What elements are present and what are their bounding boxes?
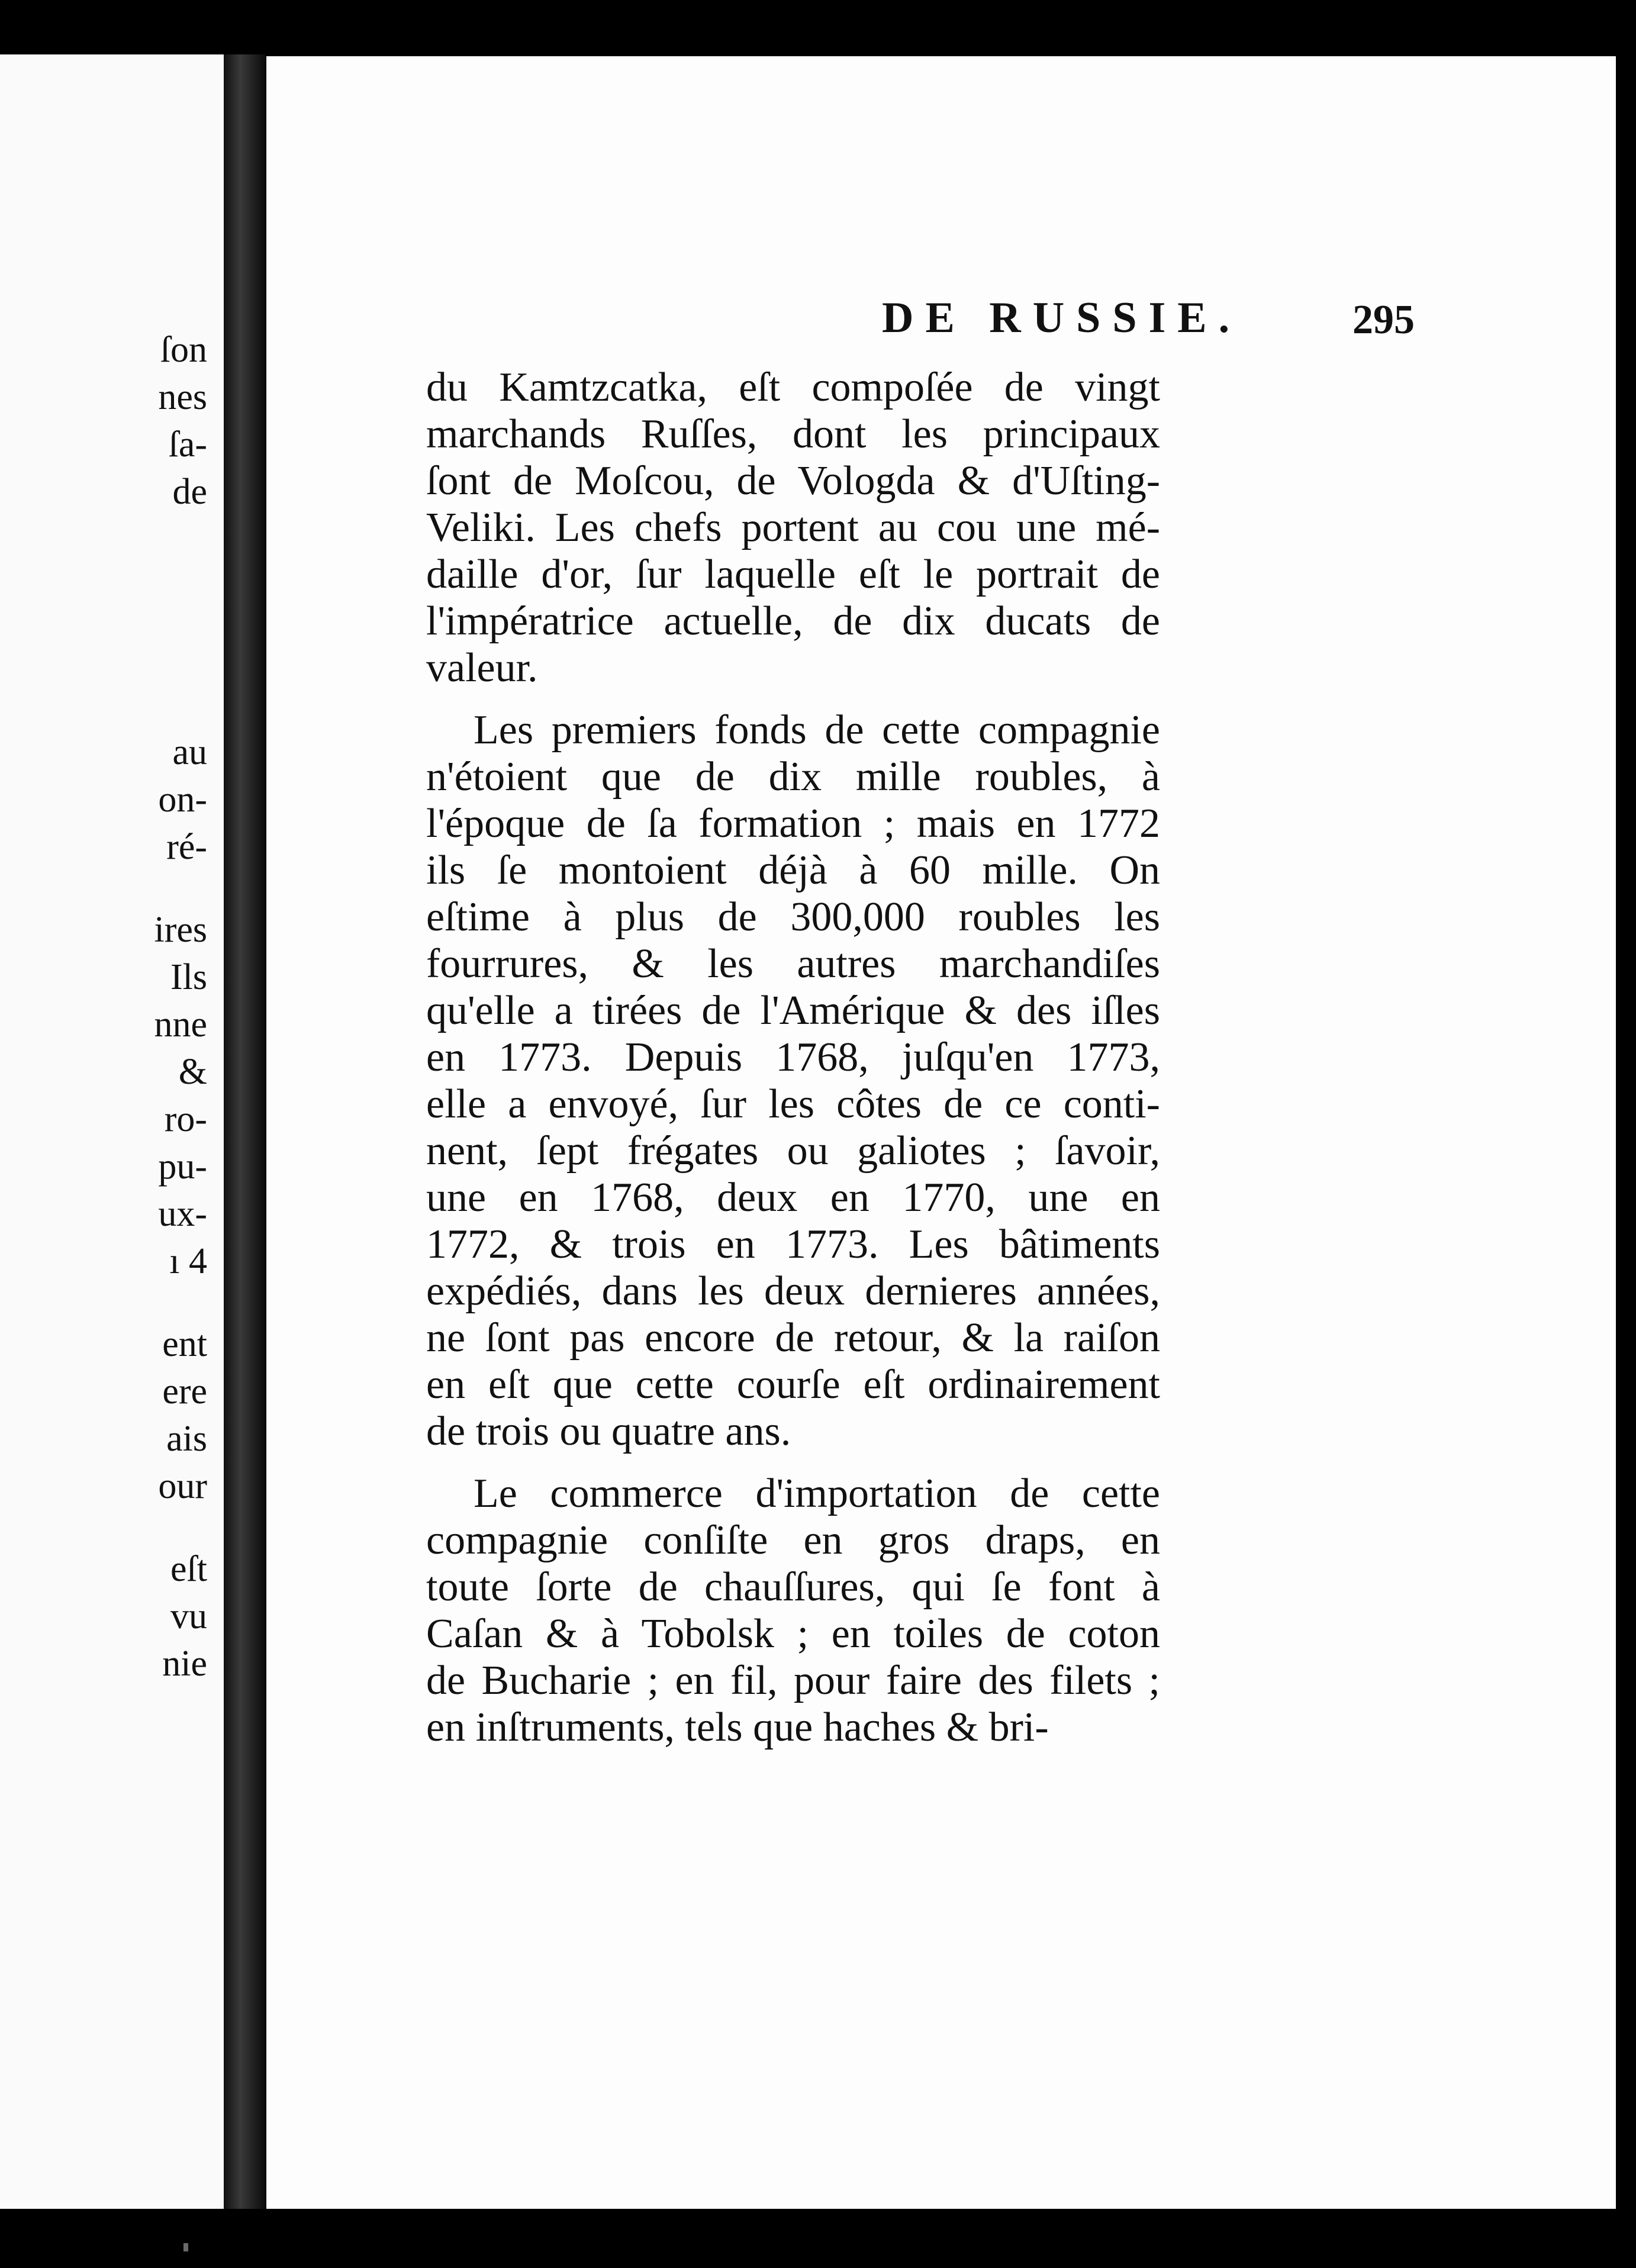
text-line: ne ſont pas encore de retour, & la raiſon (426, 1315, 1160, 1361)
previous-page-word-fragment: pu- (158, 1146, 207, 1187)
text-line: Veliki. Les chefs portent au cou une mé- (426, 505, 1160, 550)
book-gutter (224, 54, 265, 2209)
running-title: DE RUSSIE. (882, 294, 1242, 342)
previous-page-word-fragment: Ils (170, 957, 207, 997)
previous-page-word-fragment: ſon (160, 330, 207, 370)
previous-page-word-fragment: eſt (170, 1549, 207, 1589)
text-line: nent, ſept frégates ou galiotes ; ſavoir, (426, 1128, 1160, 1174)
text-line: valeur. (426, 645, 538, 691)
text-line: une en 1768, deux en 1770, une en (426, 1175, 1160, 1220)
previous-page-word-fragment: ere (162, 1371, 207, 1412)
previous-page-word-fragment: ux- (158, 1194, 207, 1234)
text-line: du Kamtzcatka, eſt compoſée de vingt (426, 365, 1160, 410)
previous-page-word-fragment: ré- (166, 827, 207, 867)
text-line: n'étoient que de dix mille roubles, à (426, 754, 1160, 800)
text-line: daille d'or, ſur laquelle eſt le portrait de (426, 552, 1160, 597)
text-line: expédiés, dans les deux dernieres années, (426, 1268, 1160, 1314)
previous-page-word-fragment: ſa- (168, 424, 207, 465)
scan-speck (183, 2243, 188, 2251)
text-line: de Bucharie ; en fil, pour faire des filets ; (426, 1658, 1160, 1703)
body-text (426, 364, 1160, 1751)
text-line: en inſtruments, tels que haches & bri- (426, 1705, 1049, 1750)
previous-page-word-fragment: ires (154, 910, 207, 950)
previous-page-word-fragment: vu (170, 1596, 207, 1636)
text-line: qu'elle a tirées de l'Amérique & des iſles (426, 988, 1160, 1033)
text-line: l'époque de ſa formation ; mais en 1772 (426, 801, 1160, 846)
text-line: Les premiers fonds de cette compagnie (474, 707, 1160, 753)
paragraph-gap (426, 691, 1160, 707)
previous-page-word-fragment: ro- (164, 1099, 207, 1139)
previous-page-fragment (0, 54, 224, 2209)
previous-page-word-fragment: nie (162, 1644, 207, 1684)
previous-page-word-fragment: nes (158, 377, 207, 417)
text-line: 1772, & trois en 1773. Les bâtiments (426, 1222, 1160, 1267)
text-line: ſont de Moſcou, de Vologda & d'Uſting- (426, 458, 1160, 504)
page-number: 295 (1352, 297, 1415, 343)
running-head (627, 293, 1415, 358)
previous-page-word-fragment: de (172, 472, 207, 512)
paragraph-gap (426, 1455, 1160, 1470)
previous-page-word-fragment: nne (154, 1004, 207, 1045)
text-line: elle a envoyé, ſur les côtes de ce conti- (426, 1081, 1160, 1127)
text-line: compagnie conſiſte en gros draps, en (426, 1518, 1160, 1563)
text-line: ils ſe montoient déjà à 60 mille. On (426, 848, 1160, 893)
text-line: eſtime à plus de 300,000 roubles les (426, 894, 1160, 940)
text-line: l'impératrice actuelle, de dix ducats de (426, 598, 1160, 644)
book-page (266, 56, 1616, 2209)
text-line: Le commerce d'importation de cette (474, 1471, 1160, 1516)
text-line: marchands Ruſſes, dont les principaux (426, 411, 1160, 457)
previous-page-word-fragment: ent (162, 1324, 207, 1364)
previous-page-word-fragment: ı 4 (169, 1241, 207, 1281)
previous-page-word-fragment: on- (158, 779, 207, 820)
previous-page-word-fragment: au (172, 732, 207, 772)
text-line: en eſt que cette courſe eſt ordinairement (426, 1362, 1160, 1407)
previous-page-word-fragment: our (158, 1466, 207, 1506)
text-line: Caſan & à Tobolsk ; en toiles de coton (426, 1611, 1160, 1657)
text-line: toute ſorte de chauſſures, qui ſe font à (426, 1564, 1160, 1610)
text-line: de trois ou quatre ans. (426, 1409, 791, 1454)
text-line: fourrures, & les autres marchandiſes (426, 941, 1160, 987)
text-line: en 1773. Depuis 1768, juſqu'en 1773, (426, 1035, 1160, 1080)
previous-page-word-fragment: & (178, 1052, 207, 1092)
previous-page-word-fragment: ais (166, 1419, 207, 1459)
